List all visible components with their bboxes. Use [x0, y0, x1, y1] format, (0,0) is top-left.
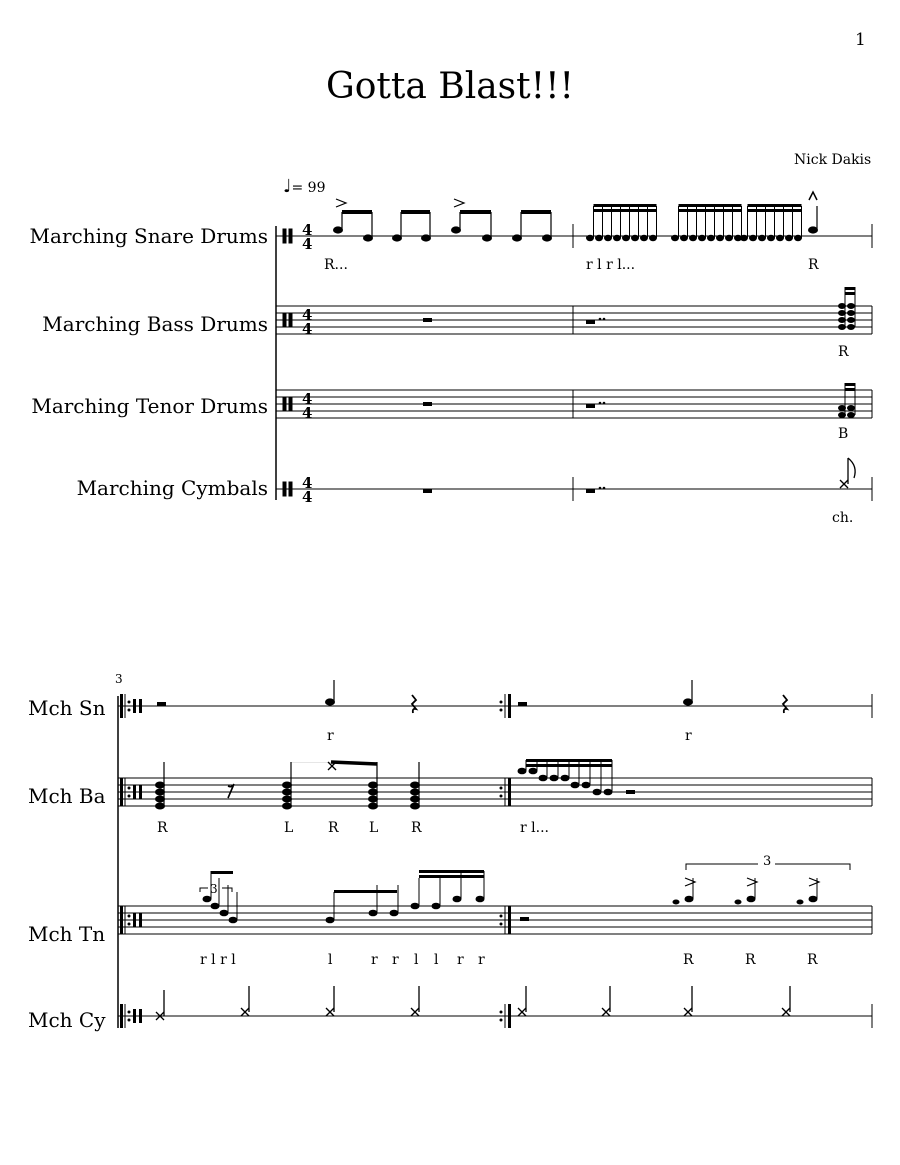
quarter-note-icon: ♩: [283, 176, 292, 197]
instrument-name-cymbals: Marching Cymbals: [76, 476, 268, 500]
tuplet-number-small: 3: [210, 882, 218, 896]
svg-text:4: 4: [302, 404, 313, 422]
svg-text:4: 4: [302, 320, 313, 338]
lyric: r: [478, 952, 485, 968]
lyric: L: [284, 820, 294, 836]
svg-text:4: 4: [302, 488, 313, 506]
svg-text:4: 4: [302, 235, 313, 253]
instrument-name-snare: Marching Snare Drums: [29, 224, 268, 248]
instrument-name-bass: Marching Bass Drums: [42, 312, 268, 336]
svg-text:4: 4: [302, 306, 313, 324]
instrument-name-tenor-short: Mch Tn: [28, 922, 106, 946]
lyric: R: [838, 344, 849, 360]
tuplet-number-large: 3: [763, 854, 772, 869]
lyric: R: [807, 952, 818, 968]
lyric: r l...: [520, 820, 549, 836]
lyric: r: [392, 952, 399, 968]
lyric: r: [457, 952, 464, 968]
lyric: B: [838, 426, 849, 442]
lyric: r: [327, 728, 334, 744]
instrument-name-tenor: Marching Tenor Drums: [31, 394, 268, 418]
lyric: R: [808, 257, 819, 273]
svg-text:4: 4: [302, 390, 313, 408]
measure-number: 3: [115, 672, 123, 686]
lyric: R: [683, 952, 694, 968]
lyric: R: [328, 820, 339, 836]
lyric: R: [745, 952, 756, 968]
composer: Nick Dakis: [794, 152, 872, 168]
lyric: r: [685, 728, 692, 744]
lyric: ch.: [832, 510, 854, 526]
lyric: R: [157, 820, 168, 836]
lyric: l: [434, 952, 439, 968]
page-title: Gotta Blast!!!: [325, 66, 575, 107]
page-number: 1: [855, 30, 866, 50]
lyric: r: [371, 952, 378, 968]
lyric: r l r l...: [586, 257, 636, 273]
instrument-name-snare-short: Mch Sn: [28, 696, 106, 720]
svg-text:4: 4: [302, 221, 313, 239]
lyric: r l r l: [200, 952, 236, 968]
instrument-name-cymbals-short: Mch Cy: [28, 1008, 106, 1032]
lyric: l: [328, 952, 333, 968]
lyric: R...: [324, 257, 348, 273]
tempo-value: = 99: [291, 180, 326, 196]
lyric: l: [414, 952, 419, 968]
svg-text:4: 4: [302, 474, 313, 492]
lyric: R: [411, 820, 422, 836]
instrument-name-bass-short: Mch Ba: [28, 784, 106, 808]
lyric: L: [369, 820, 379, 836]
